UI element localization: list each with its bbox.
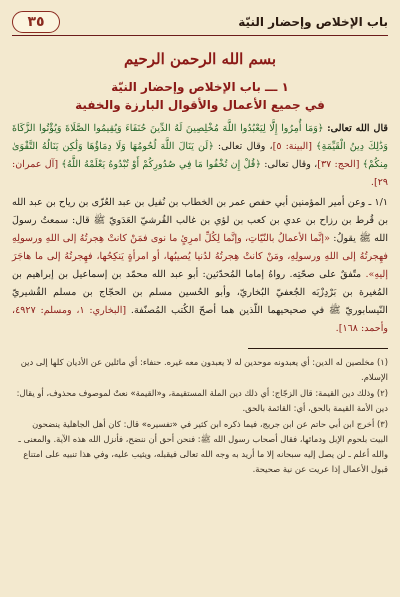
- basmala: بسم الله الرحمن الرحيم: [123, 50, 277, 68]
- ayah-1-ref: [البينة: ٥]: [272, 141, 312, 152]
- hadith-intro: ١/١ ـ وعن أمير المؤمنين أبي حفص عمر بن الخطاب بن نُفيل بن عبد العُزّى بن رياح بن عبد الله بن قُرط بن رزاح بن عدي بن كعب بن لؤي بن غالب القُرشيّ العَدَويّ ﷺ قال: سمعتُ رسولَ الله ﷺ يقولُ:: [12, 197, 388, 244]
- intro-label: قال الله تعالى:: [327, 123, 388, 134]
- ayah-2: ﴿لَن يَنَالَ اللَّهَ لُحُومُهَا وَلَا دِمَاؤُهَا وَلَٰكِن يَنَالُهُ التَّقْوَىٰ مِنكُمْ﴾: [12, 141, 388, 170]
- page-number: ٣٥: [27, 13, 45, 30]
- page-header: [12, 8, 388, 36]
- quran-paragraph: قال الله تعالى: ﴿وَمَا أُمِرُوا إِلَّا لِيَعْبُدُوا اللَّهَ مُخْلِصِينَ لَهُ الدِّينَ حُنَفَاءَ وَيُقِيمُوا الصَّلَاةَ وَيُؤْتُوا الزَّكَاةَ وَذَٰلِكَ دِينُ الْقَيِّمَةِ﴾ [البينة: ٥]، وقال تعالى: ﴿لَن يَنَالَ اللَّهَ لُحُومُهَا وَلَا دِمَاؤُهَا وَلَٰكِن يَنَالُهُ التَّقْوَىٰ مِنكُمْ﴾ [الحج: ٣٧]، وقال تعالى: ﴿قُلْ إِن تُخْفُوا مَا فِي صُدُورِكُمْ أَوْ تُبْدُوهُ يَعْلَمْهُ اللَّهُ﴾ [آل عمران: ٢٩].: [12, 123, 388, 188]
- hadith-outro: متّفقٌ على صحّتِه. رواهُ إماما المُحدّثين: أبو عبد الله محمّد بن إسماعيل بن إبراهيم بن المُغيرة بن بَرْدِزْبَه الجُعفيّ البُخاريّ، وأبو الحُسين مسلم بن الحجّاج بن مسلم القُشيريّ النّيسابوريّ ﷺ في صحيحيهما اللّذين هما أصحّ الكُتب المُصنّفة.: [12, 269, 388, 316]
- footnote-3: (٣) أخرج ابن أبي حاتم عن ابن جريج، فيما ذكره ابن كثير في «تفسيره» قال: كان أهل الجاهلية ينضحون البيت بلحوم الإبل ودمائها، فقال أصحاب رسول الله ﷺ: فنحن أحق أن ننضح، فأنزل الله هذه الآية. والمعنى ـ والله أعلم ـ لن يصل إليه سبحانه إلا ما أريد به وجه الله تعالى فيقبله، ويثيب عليه، وفي هذا تنبيه على امتناع قبول الأعمال إذا عريت عن نية صحيحة.: [18, 419, 388, 474]
- footnote-1: (١) مخلصين له الدين: أي يعبدونه موحدين له لا يعبدون معه غيره. حنفاء: أي مائلين عن الأديان كلها إلى دين الإسلام.: [20, 357, 388, 382]
- hadith-text: «إنَّما الأعمالُ بالنّيّاتِ، وإنَّما لِكُلِّ امرِئٍ ما نوى فمَنْ كانتْ هِجرتُهُ إلى اللهِ ورسولِهِ فهِجرتُهُ إلى اللهِ ورسولِهِ، ومَنْ كانتْ هِجرتُهُ لدُنيا يُصيبُها، أو امرأةٍ يَنكِحُها، فهِجرتُهُ إلى ما هاجَرَ إليهِ».: [12, 233, 388, 280]
- footnotes: [12, 355, 388, 477]
- ayah-3: ﴿قُلْ إِن تُخْفُوا مَا فِي صُدُورِكُمْ أَوْ تُبْدُوهُ يَعْلَمْهُ اللَّهُ﴾: [61, 159, 261, 170]
- ayah-2-ref: [الحج: ٣٧]: [317, 159, 360, 170]
- hadith-refs: [البخاري: ١، ومسلم: ٤٩٢٧، وأحمد: ١٦٨].: [12, 305, 388, 334]
- chapter-title: ١ ـــ باب الإخلاص وإحضار النيّة: [111, 80, 289, 94]
- said-also-2: وقال تعالى:: [264, 159, 311, 170]
- main-text: [12, 120, 388, 338]
- footnote-divider: [248, 348, 388, 349]
- ayah-3-ref: [آل عمران: ٢٩].: [12, 159, 388, 188]
- footnote-2: (٢) وذلك دين القيمة: قال الزجّاج: أي ذلك دين الملة المستقيمة، و«القيمة» نعتٌ لموصوف محذوف، أو يقال: دين الأمة القيمة بالحق، أي: القائمة بالحق.: [16, 388, 388, 413]
- hadith-paragraph: [12, 194, 388, 338]
- running-head: باب الإخلاص وإحضار النيّة: [238, 14, 388, 29]
- chapter-subtitle: في جميع الأعمال والأقوال البارزة والخفية: [75, 98, 325, 112]
- page-number-badge: [12, 11, 60, 33]
- said-also-1: وقال تعالى:: [217, 141, 266, 152]
- ayah-1: ﴿وَمَا أُمِرُوا إِلَّا لِيَعْبُدُوا اللَّهَ مُخْلِصِينَ لَهُ الدِّينَ حُنَفَاءَ وَيُقِيمُوا الصَّلَاةَ وَيُؤْتُوا الزَّكَاةَ وَذَٰلِكَ دِينُ الْقَيِّمَةِ﴾: [12, 123, 388, 152]
